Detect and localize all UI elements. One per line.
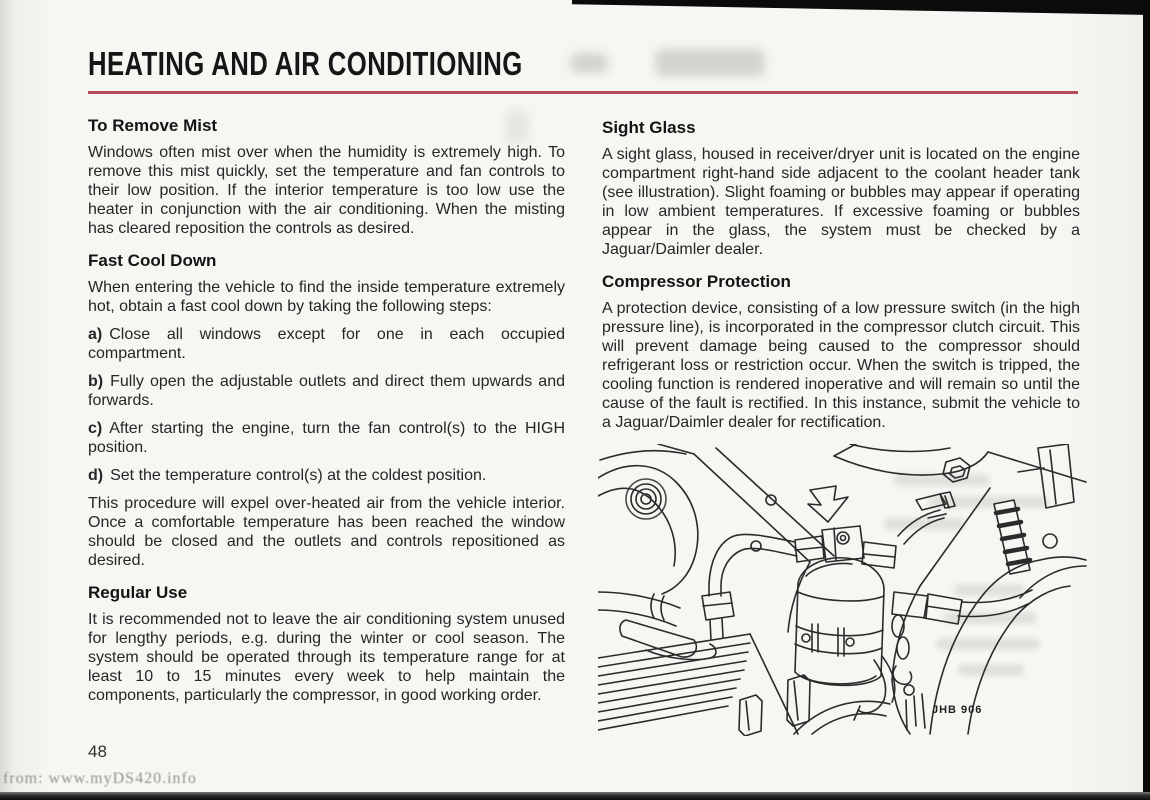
figure-code-label: JHB 906 <box>932 704 983 716</box>
scan-edge-bottom <box>0 792 1150 800</box>
step-d-text: Set the temperature control(s) at the coldest position. <box>110 467 487 484</box>
section-heading-compressor-protection: Compressor Protection <box>602 272 791 291</box>
step-c-text: After starting the engine, turn the fan control(s) to the HIGH position. <box>88 420 565 456</box>
right-column <box>602 118 1080 441</box>
step-c <box>88 419 565 457</box>
step-c-label: c) <box>88 420 103 437</box>
title-rule <box>88 91 1078 94</box>
scan-smudge <box>655 49 765 76</box>
engine-compartment-illustration <box>598 444 1088 736</box>
scan-smudge <box>570 53 608 73</box>
step-a-text: Close all windows except for one in each occupied compartment. <box>88 326 565 362</box>
engine-compartment-figure <box>598 444 1088 736</box>
paragraph-sight-glass: A sight glass, housed in receiver/dryer unit is located on the engine compartment right-hand side adjacent to the coolant header tank (see illustration). Slight foaming or bubbles may appear if operating in low ambient temperatures. If excessive foaming or bubbles appear in the glass, the system must be checked by a Jaguar/Daimler dealer. <box>602 146 1080 258</box>
section-heading-to-remove-mist: To Remove Mist <box>88 116 218 135</box>
page-title: HEATING AND AIR CONDITIONING <box>88 45 523 82</box>
section-heading-sight-glass: Sight Glass <box>602 118 696 137</box>
step-a-label: a) <box>88 326 103 343</box>
section-heading-fast-cool-down: Fast Cool Down <box>88 251 217 270</box>
step-a <box>88 325 565 363</box>
paragraph-fast-cool-intro: When entering the vehicle to find the inside temperature extremely hot, obtain a fast cool down by taking the following steps: <box>88 279 565 315</box>
step-d <box>88 466 565 485</box>
watermark-text: from: www.myDS420.info <box>3 770 197 787</box>
step-d-label: d) <box>88 467 104 484</box>
paragraph-regular-use: It is recommended not to leave the air conditioning system unused for lengthy periods, e.g. during the winter or cool season. The system should be operated through its temperature range for at least 10 to 15 minutes every week to help maintain the components, particularly the compressor, in good working order. <box>88 611 565 704</box>
step-b-text: Fully open the adjustable outlets and direct them upwards and forwards. <box>88 373 565 409</box>
step-b <box>88 372 565 410</box>
paragraph-fast-cool-closing: This procedure will expel over-heated air from the vehicle interior. Once a comfortable temperature has been reached the window should be closed and the outlets and controls repositioned as desired. <box>88 495 565 569</box>
step-b-label: b) <box>88 373 104 390</box>
section-heading-regular-use: Regular Use <box>88 583 188 602</box>
scan-edge-right <box>1143 5 1150 793</box>
paragraph-compressor-protection: A protection device, consisting of a low pressure switch (in the high pressure line), is incorporated in the compressor clutch circuit. This will prevent damage being caused to the compressor should refrigerant loss or restriction occur. When the switch is tripped, the cooling function is rendered inoperative and will remain so until the cause of the fault is rectified. In this instance, submit the vehicle to a Jaguar/Daimler dealer for rectification. <box>602 300 1080 431</box>
left-column <box>88 116 565 714</box>
page-number: 48 <box>88 742 107 761</box>
paragraph-remove-mist: Windows often mist over when the humidity is extremely high. To remove this mist quickly, set the temperature and fan controls to their low position. If the interior temperature is too low use the heater in conjunction with the air conditioning. When the misting has cleared reposition the controls as desired. <box>88 144 565 237</box>
